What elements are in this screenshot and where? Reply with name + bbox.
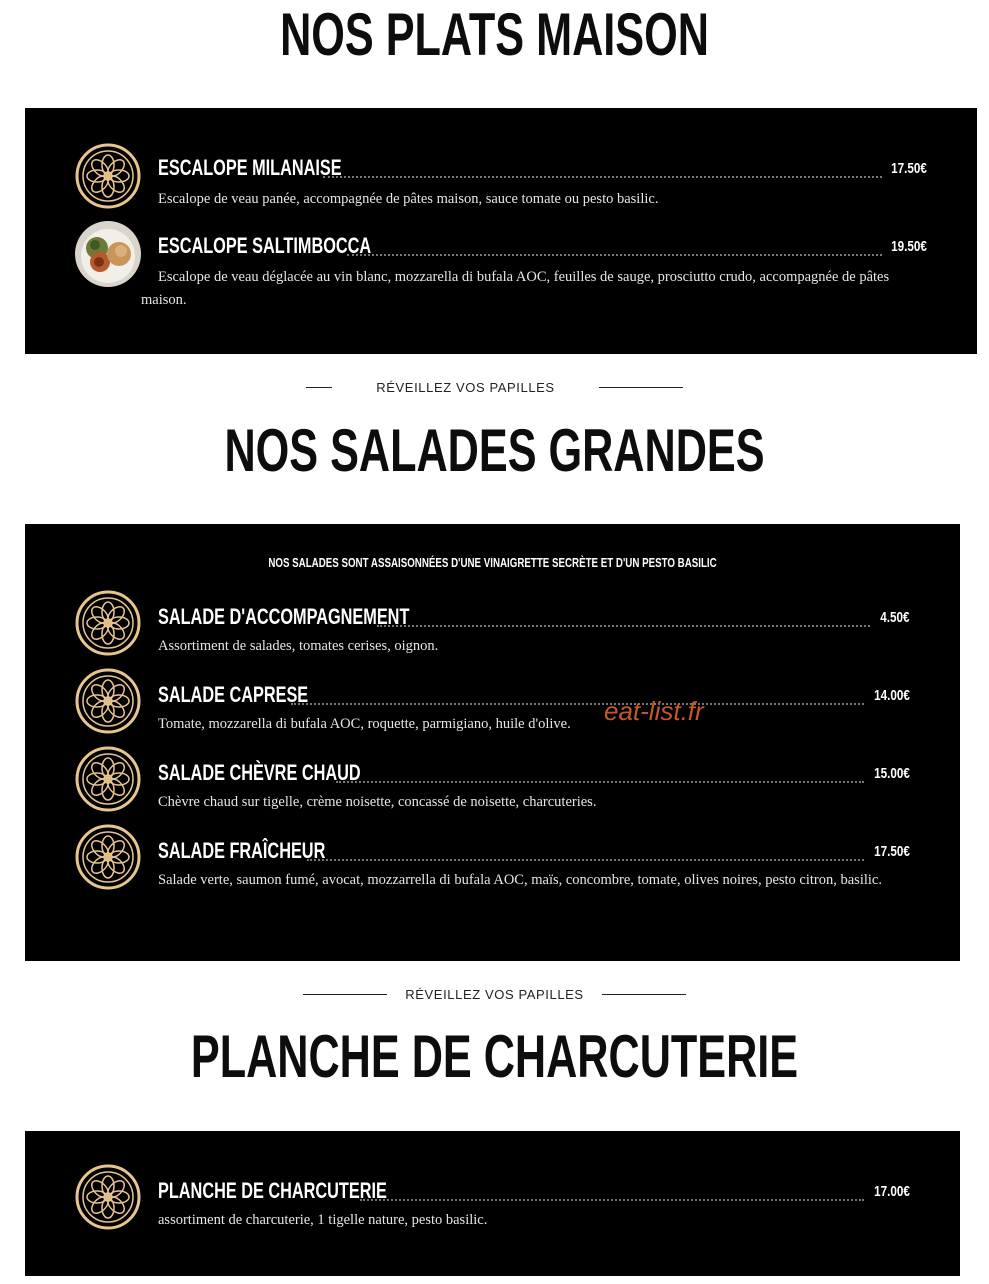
kicker-text: RÉVEILLEZ VOS PAPILLES xyxy=(376,379,555,395)
item-name: SALADE CHÈVRE CHAUD xyxy=(158,760,361,785)
item-price: 15.00€ xyxy=(874,765,910,782)
flower-emblem-icon xyxy=(75,143,141,209)
item-price: 17.50€ xyxy=(891,160,927,177)
item-description: Escalope de veau panée, accompagnée de pâtes maison, sauce tomate ou pesto basilic. xyxy=(158,191,659,207)
kicker-text: RÉVEILLEZ VOS PAPILLES xyxy=(405,986,584,1002)
item-name: PLANCHE DE CHARCUTERIE xyxy=(158,1178,387,1203)
dot-leader xyxy=(347,254,882,256)
item-description: Escalope de veau déglacée au vin blanc, mozzarella di bufala AOC, feuilles de sauge, prosciutto crudo, accompagnée de pâtes maison. xyxy=(141,269,890,308)
section-title: NOS SALADES GRANDES xyxy=(224,417,765,484)
dot-leader xyxy=(377,625,870,627)
item-description: Tomate, mozzarella di bufala AOC, roquette, parmigiano, huile d'olive. xyxy=(158,716,571,732)
item-price: 14.00€ xyxy=(874,687,910,704)
kicker-row xyxy=(0,984,989,1004)
menu-panel-plats xyxy=(25,108,977,354)
item-name: SALADE D'ACCOMPAGNEMENT xyxy=(158,604,410,629)
item-price: 4.50€ xyxy=(880,609,910,626)
flower-emblem-icon xyxy=(75,824,141,890)
item-price: 17.50€ xyxy=(874,843,910,860)
kicker-row xyxy=(0,377,989,397)
item-description: Chèvre chaud sur tigelle, crème noisette, concassé de noisette, charcuteries. xyxy=(158,794,597,810)
section-title: NOS PLATS MAISON xyxy=(280,1,709,68)
item-description: Salade verte, saumon fumé, avocat, mozzarrella di bufala AOC, maïs, concombre, tomate, olives noires, pesto citron, basilic. xyxy=(158,872,882,888)
flower-emblem-icon xyxy=(75,590,141,656)
dot-leader xyxy=(336,781,864,783)
divider-line xyxy=(599,387,683,388)
dot-leader xyxy=(360,1199,864,1201)
item-price: 19.50€ xyxy=(891,238,927,255)
divider-line xyxy=(303,994,387,995)
dot-leader xyxy=(323,176,882,178)
watermark: eat-list.fr xyxy=(604,696,704,726)
item-name: SALADE FRAÎCHEUR xyxy=(158,838,326,863)
item-description: Assortiment de salades, tomates cerises, oignon. xyxy=(158,638,439,654)
item-name: ESCALOPE MILANAISE xyxy=(158,155,342,180)
menu-panel-salades xyxy=(25,524,960,961)
flower-emblem-icon xyxy=(75,1164,141,1230)
section-title: PLANCHE DE CHARCUTERIE xyxy=(190,1023,799,1090)
flower-emblem-icon xyxy=(75,668,141,734)
item-name: SALADE CAPRESE xyxy=(158,682,309,707)
salad-note: NOS SALADES SONT ASSAISONNÉES D'UNE VINAIGRETTE SECRÈTE ET D'UN PESTO BASILIC xyxy=(268,556,717,570)
divider-line xyxy=(602,994,686,995)
item-price: 17.00€ xyxy=(874,1183,910,1200)
dish-photo xyxy=(75,221,141,287)
dot-leader xyxy=(307,859,864,861)
menu-panel-charcuterie xyxy=(25,1131,960,1276)
dot-leader xyxy=(291,703,864,705)
divider-line xyxy=(306,387,332,388)
flower-emblem-icon xyxy=(75,746,141,812)
item-name: ESCALOPE SALTIMBOCCA xyxy=(158,233,372,258)
item-description: assortiment de charcuterie, 1 tigelle nature, pesto basilic. xyxy=(158,1212,488,1228)
